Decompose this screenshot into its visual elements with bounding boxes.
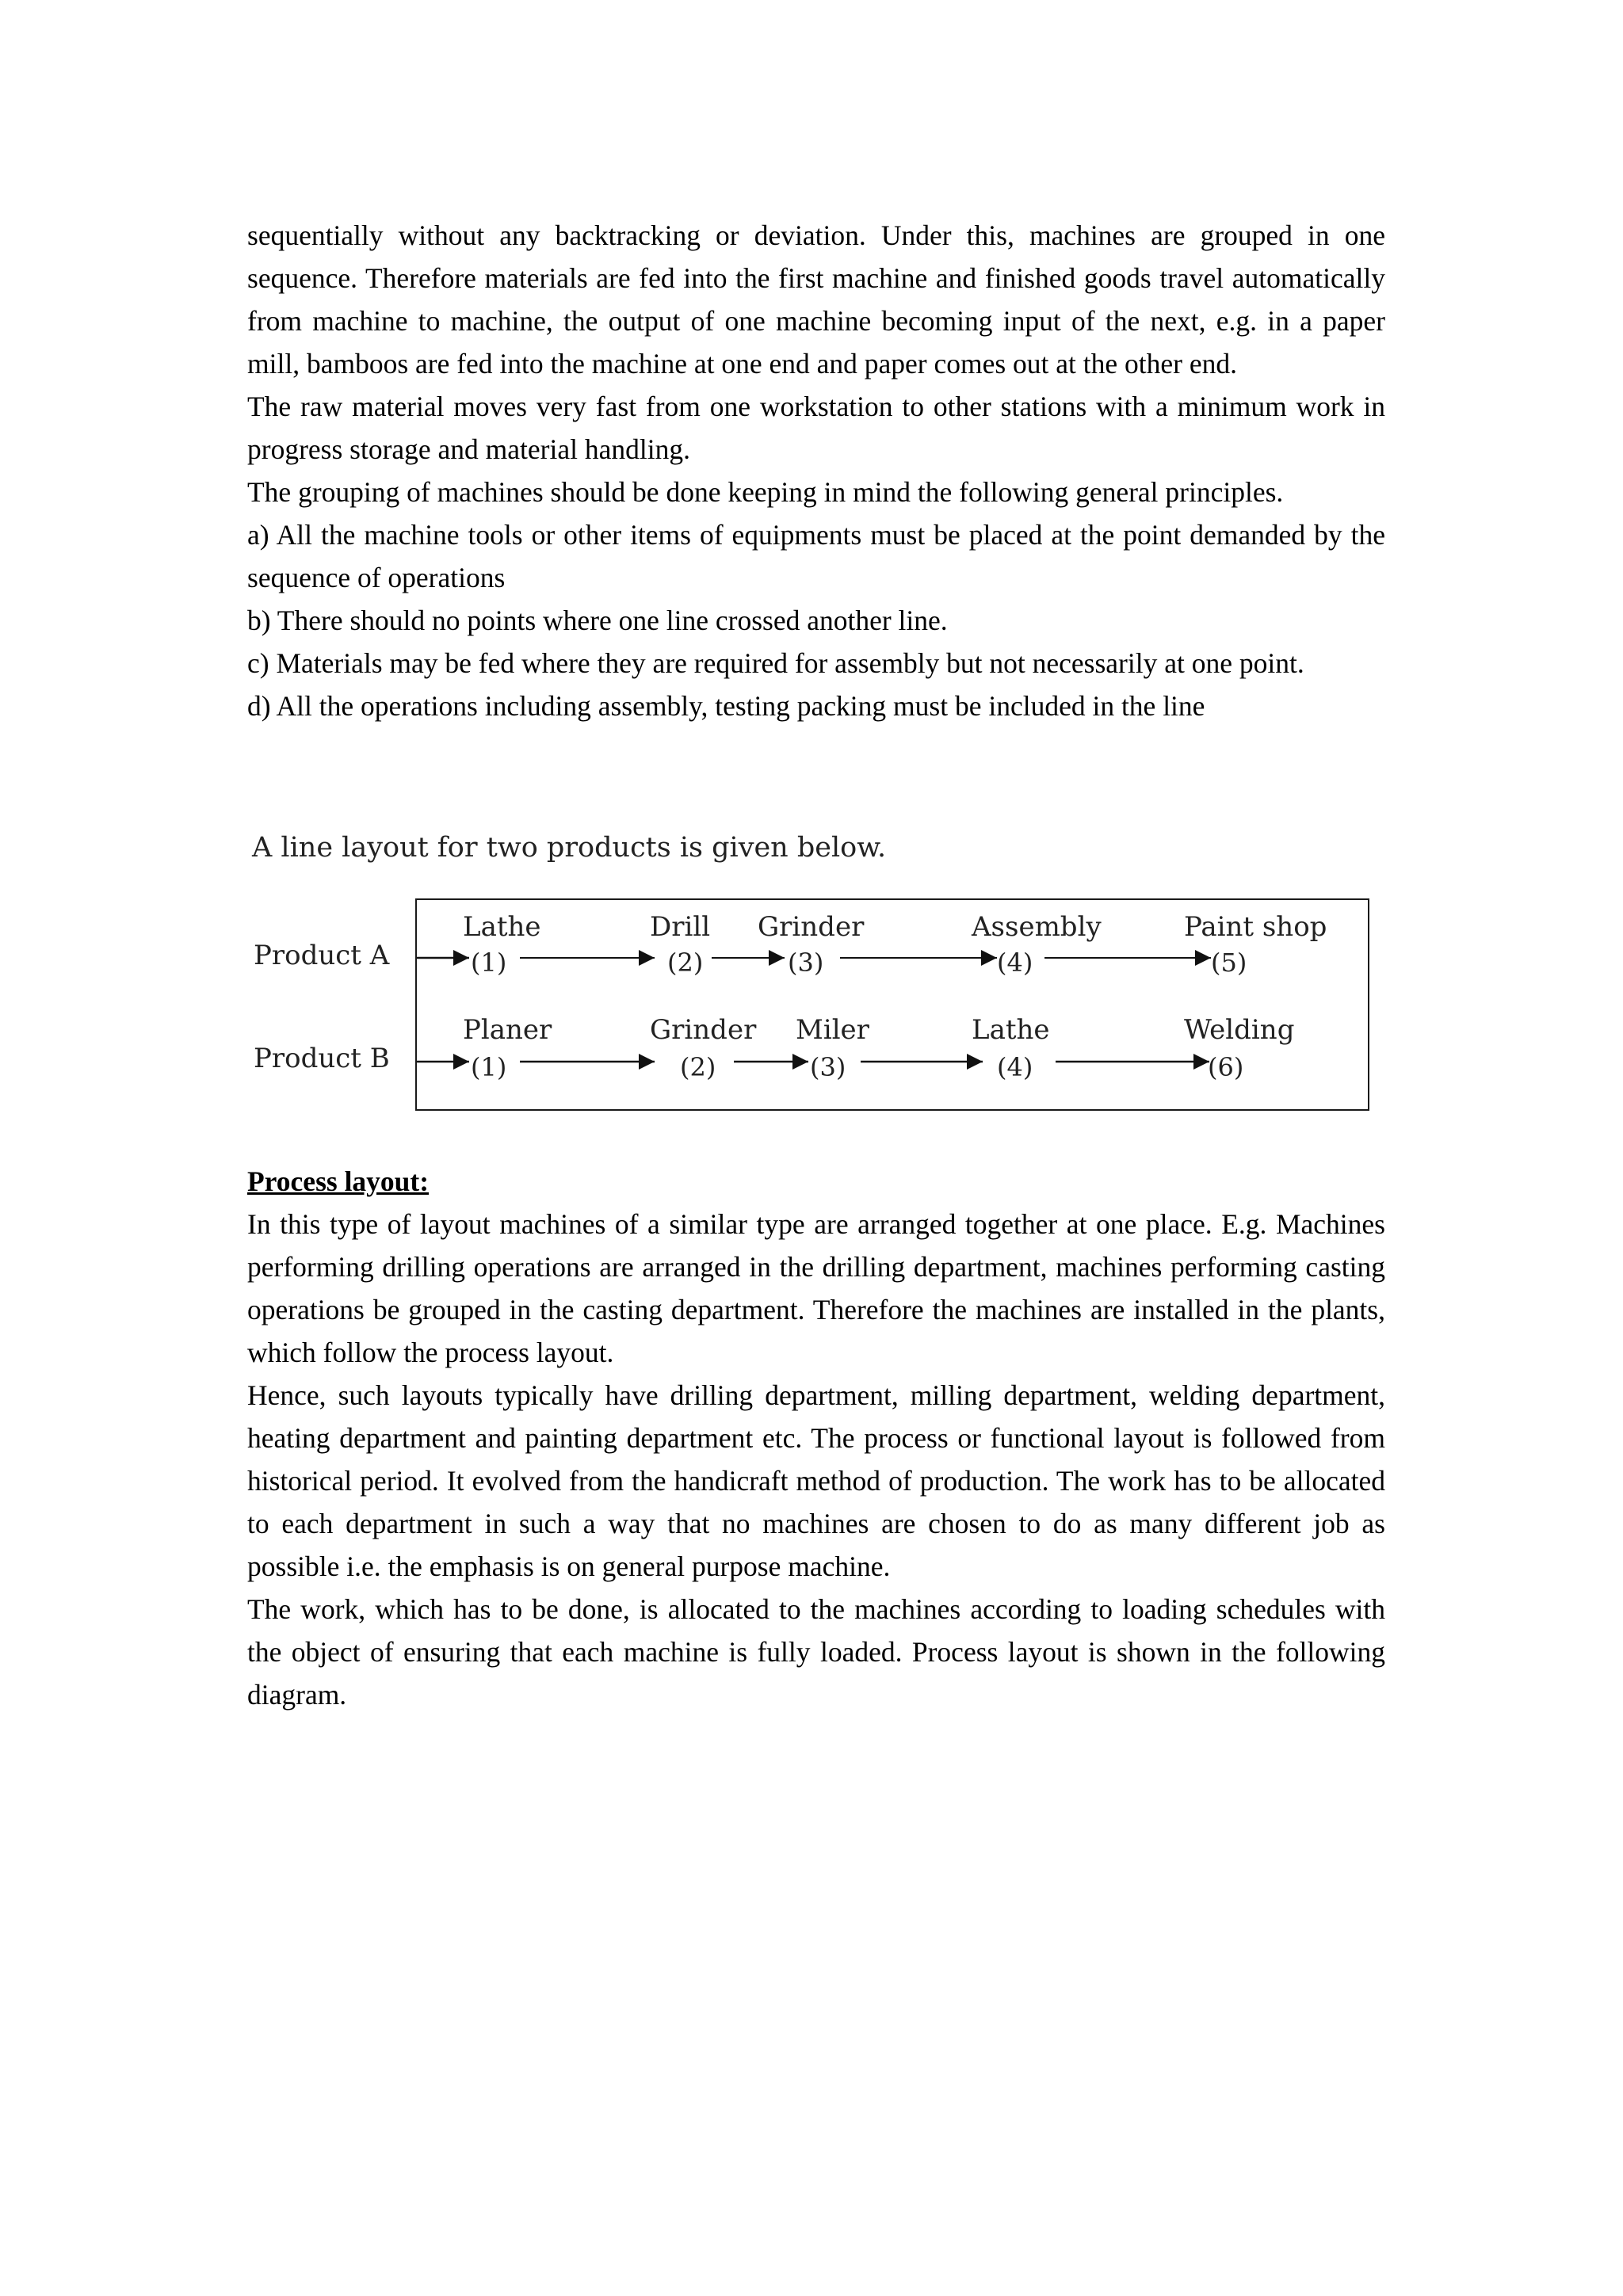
list-item-c: c) Materials may be fed where they are required for assembly but not necessarily at one point. — [247, 647, 1304, 679]
paragraph: The grouping of machines should be done keeping in mind the following general principles. — [247, 476, 1284, 508]
list-item-b: b) There should no points where one line crossed another line. — [247, 605, 948, 636]
list-item-a: a) All the machine tools or other items of equipments must be placed at the point demanded by the sequence of operations — [247, 519, 1385, 593]
product-b-step-2-num: (2) — [680, 1052, 716, 1082]
product-a-step-1-name: Lathe — [463, 911, 541, 943]
product-a-step-4-num: (4) — [997, 948, 1033, 978]
product-b-step-1-num: (1) — [471, 1052, 507, 1082]
product-a-step-5-num: (5) — [1211, 948, 1247, 978]
product-a-step-2-name: Drill — [650, 911, 711, 943]
product-b-step-4-num: (4) — [997, 1052, 1033, 1082]
paragraph: The raw material moves very fast from one workstation to other stations with a minimum work in progress storage and material handling. — [247, 391, 1385, 465]
product-b-step-5-num: (6) — [1208, 1052, 1244, 1082]
product-a-step-1-num: (1) — [471, 948, 507, 978]
product-a-step-2-num: (2) — [667, 948, 704, 978]
bottom-text-block — [247, 1160, 1385, 1716]
product-b-step-5-name: Welding — [1184, 1014, 1295, 1046]
paragraph: Hence, such layouts typically have drilling department, milling department, welding department, heating department and painting department etc. The process or functional layout is followed from historical period. It evolved from the handicraft method of production. The work has to be allocated to each department in such a way that no machines are chosen to do as many different job as possible i.e. the emphasis is on general purpose machine. — [247, 1379, 1385, 1582]
product-b-label: Product B — [254, 1043, 390, 1074]
product-a-step-3-name: Grinder — [758, 911, 865, 943]
product-a-step-4-name: Assembly — [972, 911, 1102, 943]
product-a-step-3-num: (3) — [788, 948, 824, 978]
list-item-d: d) All the operations including assembly, testing packing must be included in the line — [247, 690, 1205, 722]
section-heading-process-layout: Process layout: — [247, 1165, 430, 1197]
paragraph: sequentially without any backtracking or deviation. Under this, machines are grouped in one sequence. Therefore materials are fed into the first machine and finished goods travel automatically from machine to machine, the output of one machine becoming input of the next, e.g. in a paper mill, bamboos are fed into the machine at one end and paper comes out at the other end. — [247, 219, 1385, 379]
product-b-step-3-num: (3) — [810, 1052, 846, 1082]
product-a-step-5-name: Paint shop — [1184, 911, 1327, 943]
product-a-label: Product A — [254, 940, 390, 971]
product-b-step-3-name: Miler — [796, 1014, 869, 1046]
product-b-step-2-name: Grinder — [650, 1014, 757, 1046]
paragraph: The work, which has to be done, is allocated to the machines according to loading schedules with the object of ensuring that each machine is fully loaded. Process layout is shown in the following diagram. — [247, 1593, 1385, 1711]
top-text-block — [247, 214, 1385, 727]
diagram-caption: A line layout for two products is given below. — [252, 832, 887, 864]
product-b-step-1-name: Planer — [463, 1014, 552, 1046]
paragraph: In this type of layout machines of a similar type are arranged together at one place. E.g. Machines performing drilling operations are arranged in the drilling department, machines performing casting operations be grouped in the casting department. Therefore the machines are installed in the plants, which follow the process layout. — [247, 1208, 1385, 1368]
product-b-step-4-name: Lathe — [972, 1014, 1050, 1046]
